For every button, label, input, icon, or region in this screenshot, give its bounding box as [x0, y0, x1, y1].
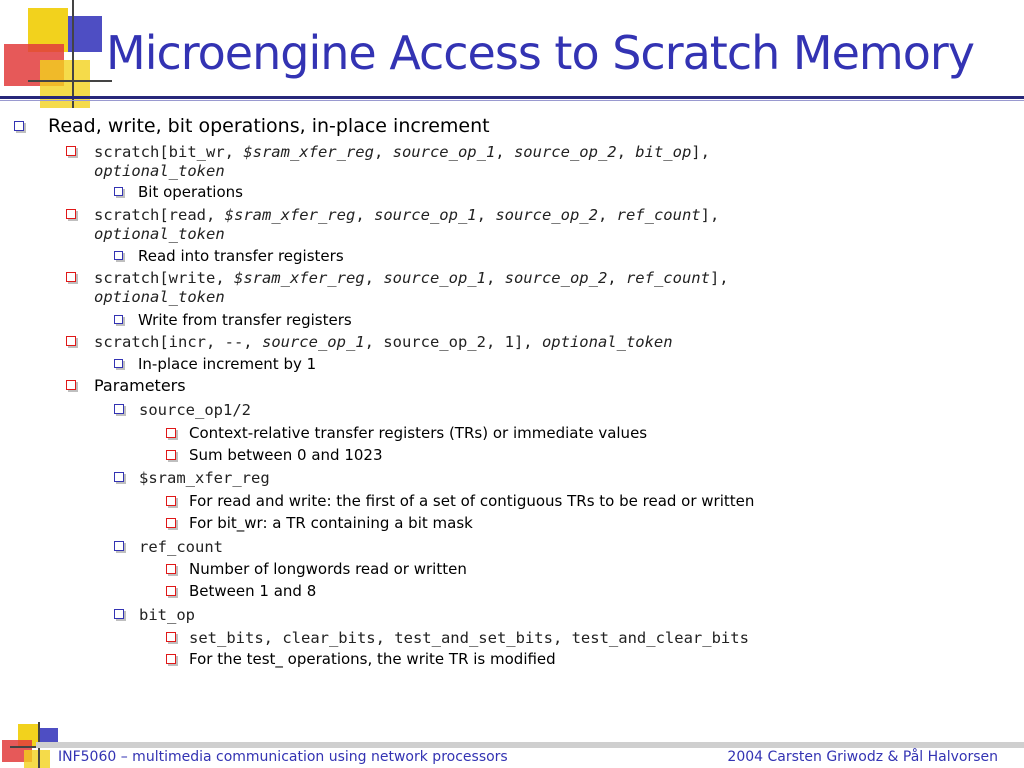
code-text: scratch[write, [94, 269, 234, 287]
bullet-icon [114, 315, 123, 324]
code-text: , [616, 143, 636, 161]
bullet-icon [166, 428, 176, 438]
list-item: For read and write: the first of a set of contiguous TRs to be read or written [189, 492, 755, 510]
list-item: set_bits, clear_bits, test_and_set_bits, test_and_clear_bits [189, 629, 749, 647]
code-text: ], [691, 143, 710, 161]
code-arg: ref_count [616, 206, 701, 224]
list-item: Context-relative transfer registers (TRs) or immediate values [189, 424, 648, 442]
list-item: Read, write, bit operations, in-place increment [48, 115, 490, 137]
footer-authors: 2004 Carsten Griwodz & Pål Halvorsen [727, 749, 998, 765]
code-text: , [364, 269, 384, 287]
code-arg: source_op_1 [373, 206, 477, 224]
list-item: source_op1/2 [139, 401, 251, 419]
code-arg: source_op_1 [261, 333, 365, 351]
code-text: , [476, 206, 496, 224]
bullet-icon [66, 336, 76, 346]
bullet-icon [166, 586, 176, 596]
bullet-icon [166, 654, 176, 664]
code-token [94, 288, 225, 306]
bullet-icon [114, 609, 124, 619]
bullet-icon [114, 472, 124, 482]
code-text: scratch[read, [94, 206, 225, 224]
list-item: Number of longwords read or written [189, 560, 467, 578]
list-item [94, 206, 719, 224]
list-item: bit_op [139, 606, 195, 624]
code-text: scratch[bit_wr, [94, 143, 244, 161]
code-arg: $sram_xfer_reg [233, 269, 365, 287]
code-arg: source_op_2 [495, 206, 598, 224]
bullet-icon [166, 564, 176, 574]
bullet-icon [66, 272, 76, 282]
code-text: ], [709, 269, 729, 287]
code-text: , [607, 269, 626, 287]
code-text: ], [700, 206, 720, 224]
code-text: , [355, 206, 374, 224]
code-arg: $sram_xfer_reg [224, 206, 356, 224]
list-item [94, 143, 710, 161]
code-text: , [373, 143, 393, 161]
code-arg: source_op_1 [392, 143, 496, 161]
code-arg: $sram_xfer_reg [243, 143, 374, 161]
code-text: scratch[incr, --, [94, 333, 262, 351]
code-token [94, 162, 225, 180]
list-item: ref_count [139, 538, 223, 556]
bullet-icon [114, 187, 123, 196]
code-arg: bit_op [635, 143, 692, 161]
bullet-icon [114, 541, 124, 551]
list-item: Sum between 0 and 1023 [189, 446, 383, 464]
page-title: Microengine Access to Scratch Memory [106, 26, 974, 80]
footer-course: INF5060 – multimedia communication using network processors [58, 749, 508, 765]
bullet-icon [114, 359, 123, 368]
list-item: For bit_wr: a TR containing a bit mask [189, 514, 473, 532]
bullet-icon [166, 450, 176, 460]
code-arg: source_op_2 [504, 269, 608, 287]
code-arg: source_op_2 [513, 143, 617, 161]
code-arg: optional_token [94, 225, 225, 243]
code-arg: optional_token [94, 288, 225, 306]
code-token [94, 225, 225, 243]
bullet-icon [66, 209, 76, 219]
list-item: Between 1 and 8 [189, 582, 317, 600]
code-text: , [495, 143, 514, 161]
code-text: , [485, 269, 505, 287]
code-text: , [597, 206, 617, 224]
list-item: Bit operations [138, 183, 243, 201]
list-item: Read into transfer registers [138, 247, 344, 265]
list-item [94, 269, 729, 287]
list-item: Parameters [94, 376, 186, 395]
code-arg: source_op_1 [383, 269, 486, 287]
bullet-icon [114, 251, 123, 260]
bullet-icon [66, 146, 76, 156]
bullet-icon [14, 121, 24, 131]
bullet-icon [114, 404, 124, 414]
code-arg: ref_count [625, 269, 710, 287]
footer-divider [36, 742, 1024, 748]
title-divider [0, 96, 1024, 99]
bullet-icon [166, 518, 176, 528]
list-item: $sram_xfer_reg [139, 469, 270, 487]
list-item: Write from transfer registers [138, 311, 352, 329]
code-arg: optional_token [541, 333, 673, 351]
code-arg: optional_token [94, 162, 225, 180]
bullet-icon [66, 380, 76, 390]
bullet-icon [166, 632, 176, 642]
code-text: , source_op_2, 1], [364, 333, 542, 351]
list-item: In-place increment by 1 [138, 355, 317, 373]
list-item [94, 333, 673, 351]
bullet-icon [166, 496, 176, 506]
title-divider-light [0, 100, 1024, 101]
list-item: For the test_ operations, the write TR is modified [189, 650, 556, 668]
